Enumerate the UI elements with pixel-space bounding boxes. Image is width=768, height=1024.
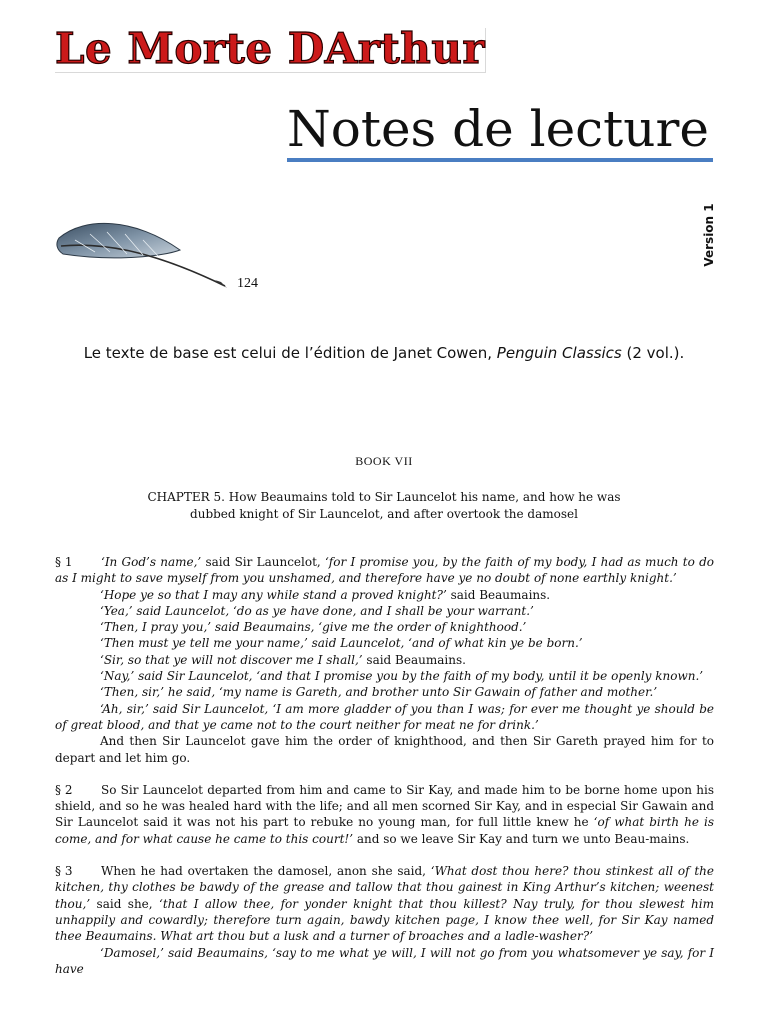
paragraph: ‘Then must ye tell me your name,’ said Launcelot, ‘and of what kin ye be born.’ [100, 636, 583, 651]
book-heading: BOOK VII [355, 454, 413, 468]
page-number: 124 [237, 276, 258, 291]
paragraph: ‘Then, I pray you,’ said Beaumains, ‘give me the order of knighthood.’ [100, 620, 527, 635]
paragraph: § 3 When he had overtaken the damosel, anon she said, ‘What dost thou here? thou stinkest all of the kitchen, thy clothes be bawdy of the grease and tallow that thou gainest in King Arthur’s kitchen; weenest thou,’ said she, ‘that I allow thee, for yonder knight that thou killest? Nay truly, for thou slewest him unhappily and cowardly; therefore turn again, bawdy kitchen page, I know thee well, for Sir Kay named thee Beaumains. What art thou but a lusk and a turner of broaches and a ladle-washer?’ [55, 864, 714, 944]
paragraph: ‘Hope ye so that I may any while stand a proved knight?’ said Beaumains. [100, 587, 551, 602]
body-text [55, 554, 714, 977]
paragraph: ‘Ah, sir,’ said Sir Launcelot, ‘I am more gladder of you than I was; for ever me thought ye should be of great blood, and that ye came not to the court neither for meat ne for drink.’ [55, 701, 714, 732]
paragraph: ‘Damosel,’ said Beaumains, ‘say to me what ye will, I will not go from you whatsomever ye say, for I have [55, 945, 715, 976]
paragraph: ‘Yea,’ said Launcelot, ‘do as ye have done, and I shall be your warrant.’ [100, 603, 534, 618]
paragraph: ‘Sir, so that ye will not discover me I shall,’ said Beaumains. [100, 652, 466, 667]
paragraph: And then Sir Launcelot gave him the order of knighthood, and then Sir Gareth prayed him for to depart and let him go. [55, 734, 714, 765]
paragraph: ‘Nay,’ said Sir Launcelot, ‘and that I promise you by the faith of my body, until it be openly known.’ [100, 669, 704, 684]
intro-line: Le texte de base est celui de l’édition de Janet Cowen, Penguin Classics (2 vol.). [83, 344, 685, 362]
version-label: Version 1 [702, 203, 716, 267]
paragraph: § 1 ‘In God’s name,’ said Sir Launcelot, ‘for I promise you, by the faith of my body, I had as much to do as I might to save myself from you unshamed, and therefore have ye no doubt of none earthly knight.’ [55, 555, 714, 586]
paragraph: ‘Then, sir,’ he said, ‘my name is Gareth, and brother unto Sir Gawain of father and mother.’ [100, 685, 658, 700]
chapter-heading: CHAPTER 5. How Beaumains told to Sir Launcelot his name, and how he was dubbed knight of Sir Launcelot, and after overtook the damosel [147, 490, 621, 521]
document-subtitle: Notes de lecture [287, 104, 713, 162]
document-title: Le Morte DArthur [55, 24, 485, 73]
paragraph: § 2 So Sir Launcelot departed from him and came to Sir Kay, and made him to be borne home upon his shield, and so he was healed hard with the life; and all men scorned Sir Kay, and in especial Sir Gawain and Sir Launcelot said it was not his part to rebuke no young man, for full little knew he ‘of what birth he is come, and for what cause he came to this court!’ and so we leave Sir Kay and turn we unto Beau-mains. [55, 782, 714, 846]
feather-quill-icon [55, 212, 230, 292]
